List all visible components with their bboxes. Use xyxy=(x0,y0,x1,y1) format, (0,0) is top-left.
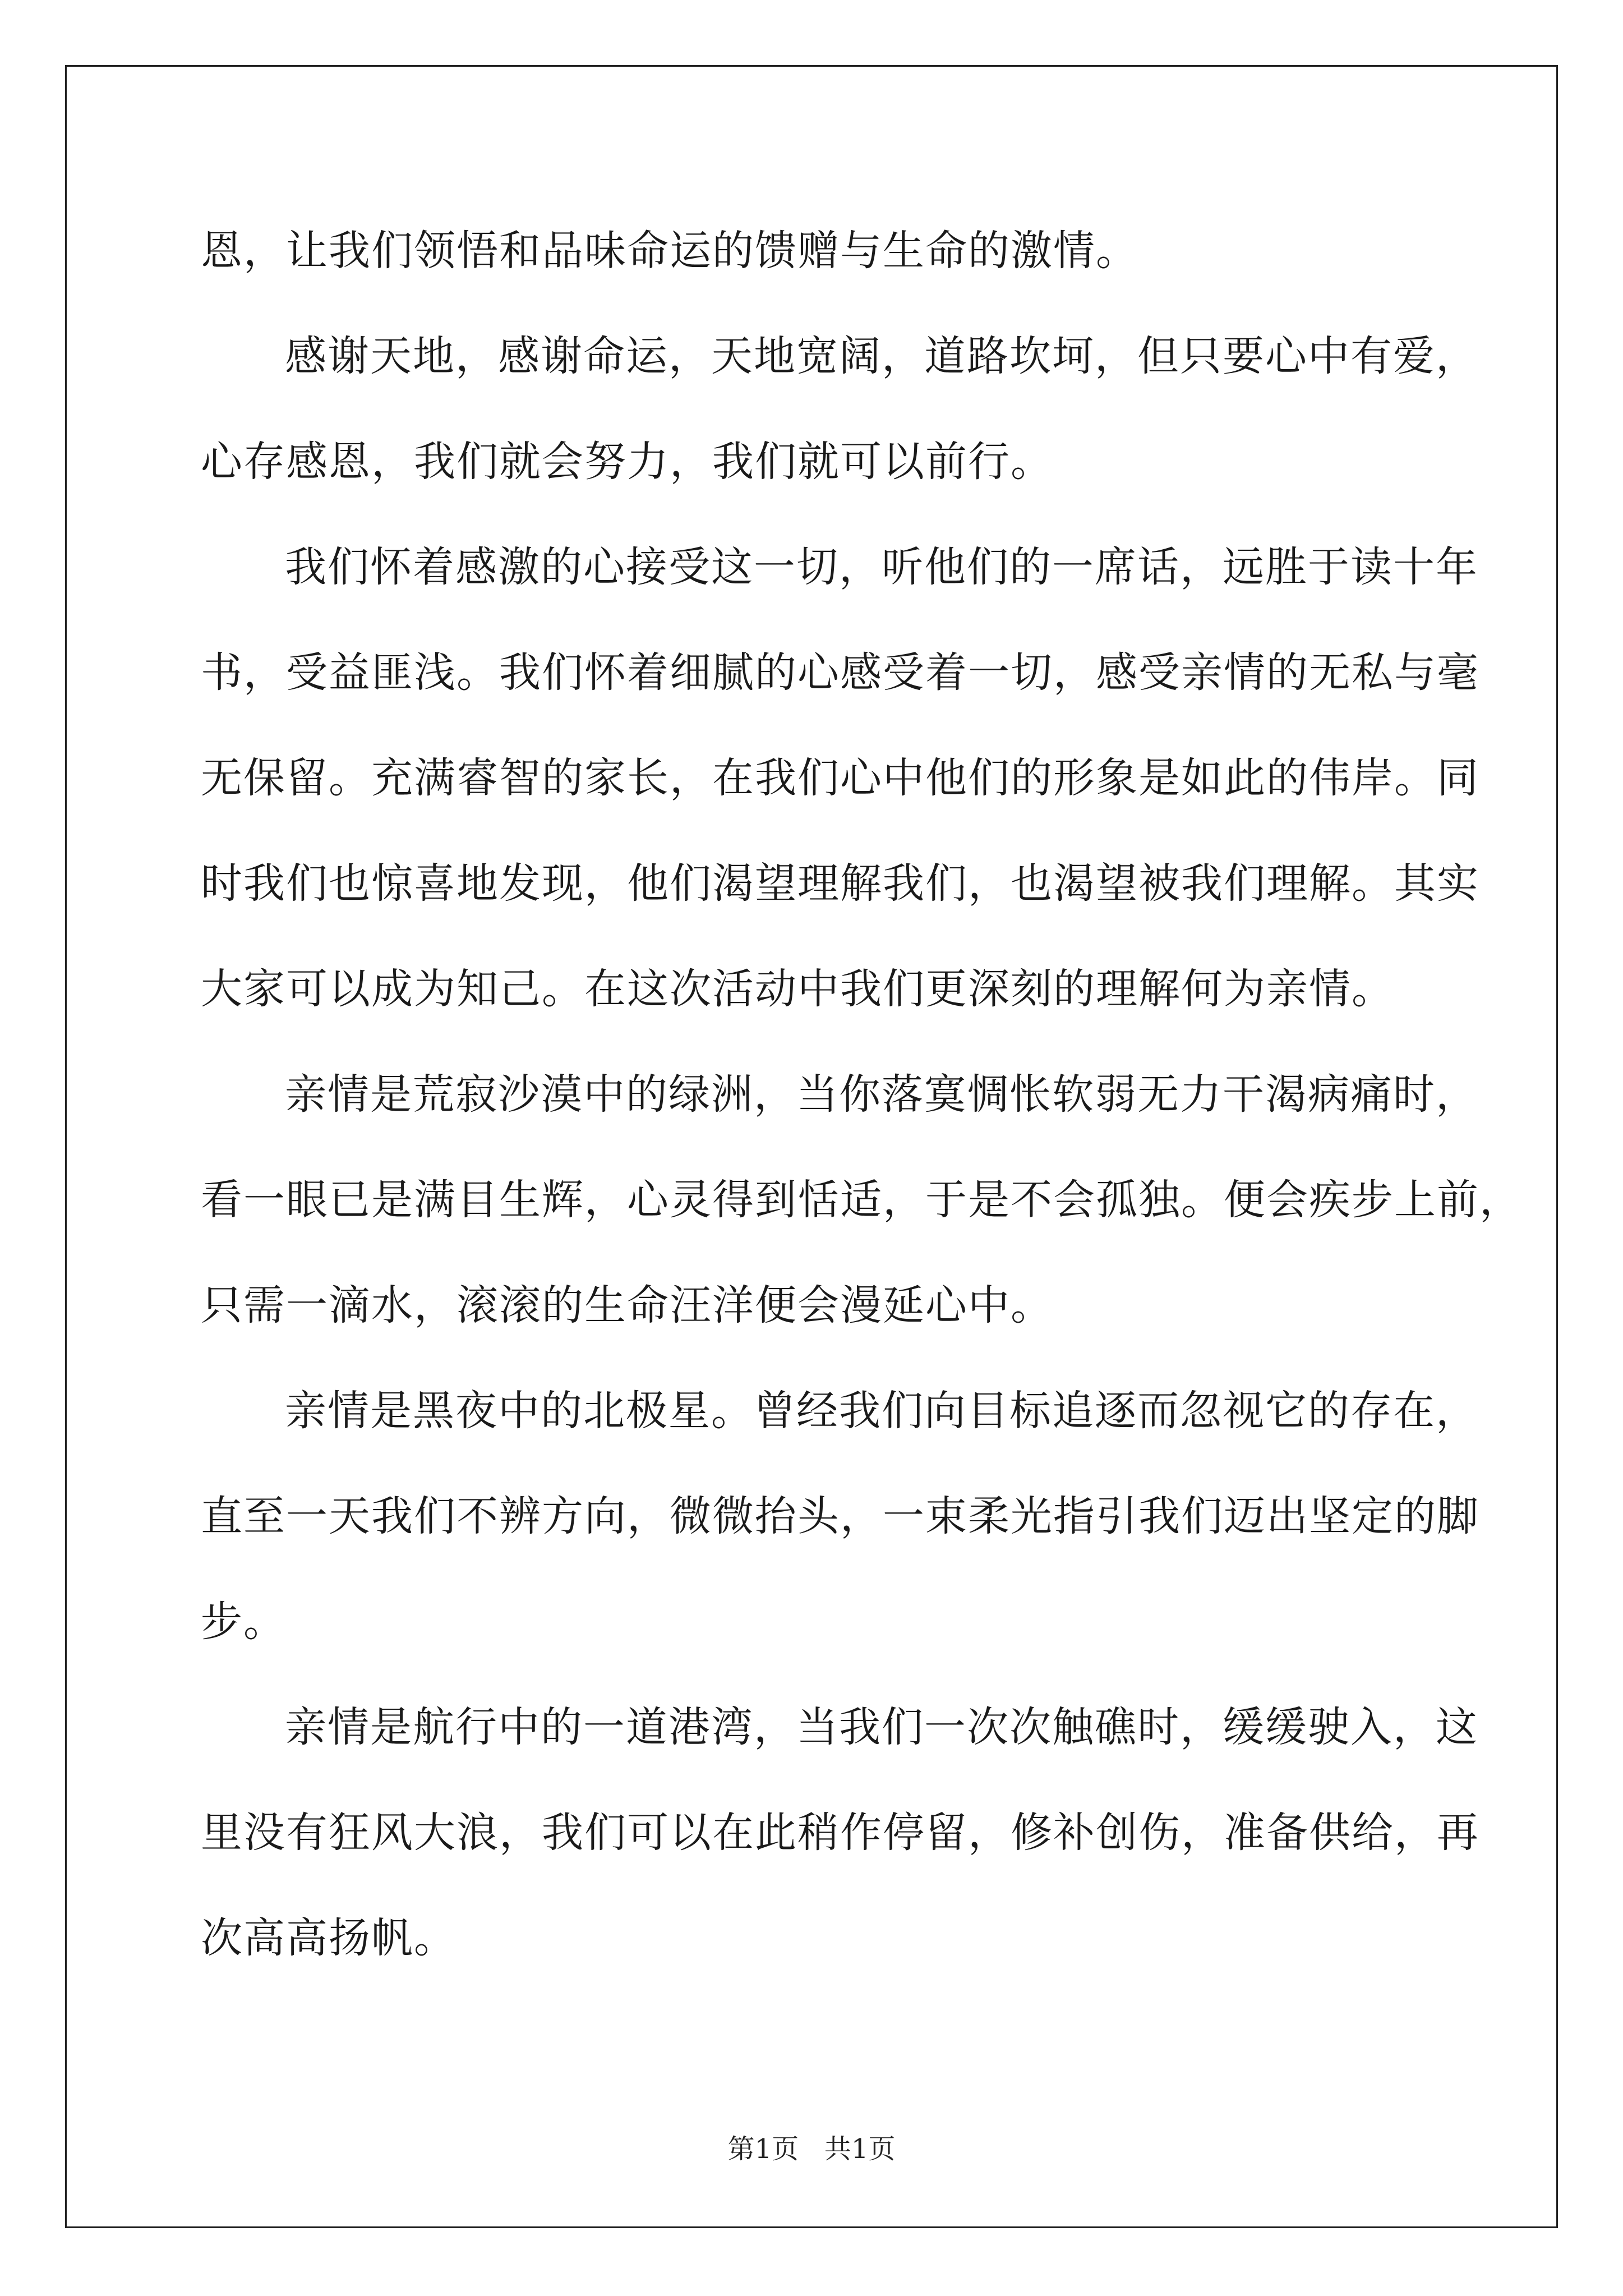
text-line: 时我们也惊喜地发现，他们渴望理解我们，也渴望被我们理解。其实 xyxy=(201,859,1479,908)
text-line: 感谢天地，感谢命运，天地宽阔，道路坎坷，但只要心中有爱， xyxy=(285,332,1478,380)
text-line: 无保留。充满睿智的家长，在我们心中他们的形象是如此的伟岸。同 xyxy=(201,754,1479,802)
text-line: 亲情是航行中的一道港湾，当我们一次次触礁时，缓缓驶入，这 xyxy=(285,1703,1478,1751)
text-line: 步。 xyxy=(201,1598,286,1646)
document-body xyxy=(201,209,1522,2001)
text-line: 恩，让我们领悟和品味命运的馈赠与生命的激情。 xyxy=(201,227,1138,275)
text-line: 书，受益匪浅。我们怀着细腻的心感受着一切，感受亲情的无私与毫 xyxy=(201,648,1479,697)
page-number: 第1页 共1页 xyxy=(727,2133,896,2165)
text-line: 亲情是黑夜中的北极星。曾经我们向目标追逐而忽视它的存在， xyxy=(285,1387,1478,1435)
text-line: 大家可以成为知己。在这次活动中我们更深刻的理解何为亲情。 xyxy=(201,965,1394,1013)
text-line: 看一眼已是满目生辉，心灵得到恬适，于是不会孤独。便会疾步上前， xyxy=(201,1176,1522,1224)
text-line: 我们怀着感激的心接受这一切，听他们的一席话，远胜于读十年 xyxy=(285,543,1478,591)
text-line: 心存感恩，我们就会努力，我们就可以前行。 xyxy=(201,438,1053,486)
text-line: 直至一天我们不辨方向，微微抬头，一束柔光指引我们迈出坚定的脚 xyxy=(201,1492,1479,1540)
text-line: 亲情是荒寂沙漠中的绿洲，当你落寞惆怅软弱无力干渴病痛时， xyxy=(285,1070,1478,1119)
text-line: 次高高扬帆。 xyxy=(201,1914,457,1962)
text-line: 里没有狂风大浪，我们可以在此稍作停留，修补创伤，准备供给，再 xyxy=(201,1809,1479,1857)
text-line: 只需一滴水，滚滚的生命汪洋便会漫延心中。 xyxy=(201,1281,1053,1329)
